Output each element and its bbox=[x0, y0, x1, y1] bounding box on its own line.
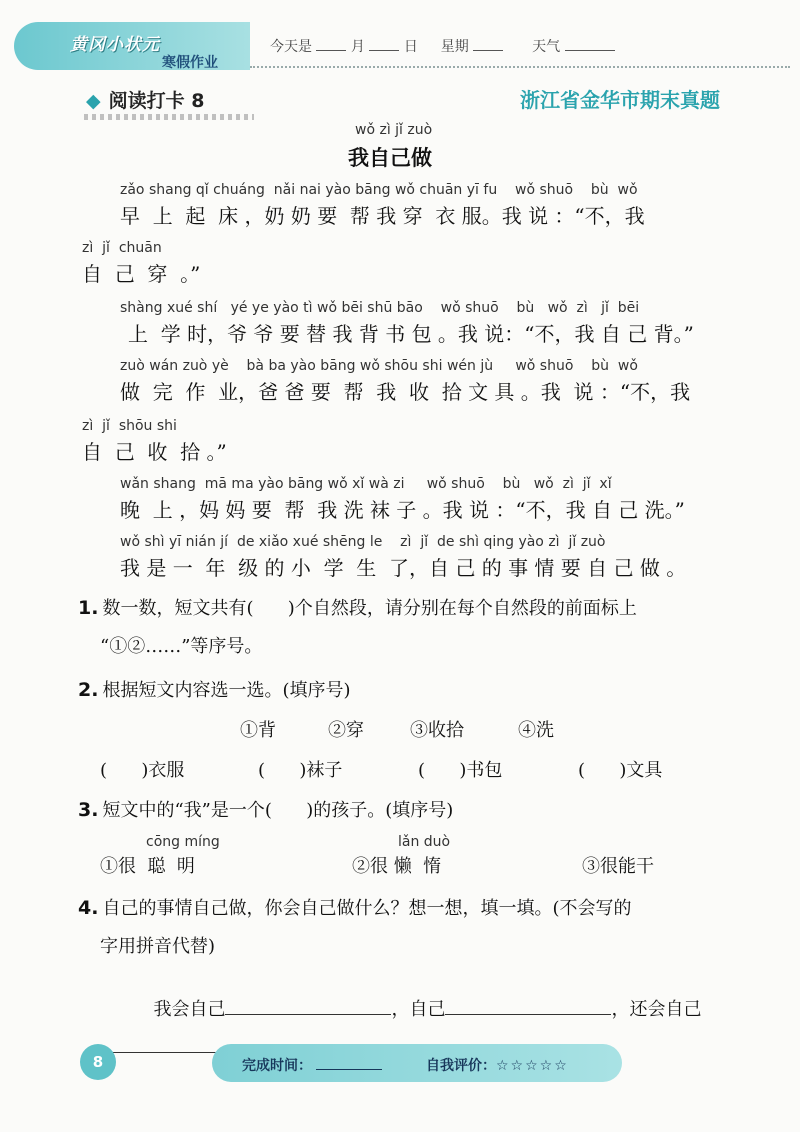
story-text-5: 自 己 收 拾 。” bbox=[82, 440, 227, 464]
section-title-text: 阅读打卡 8 bbox=[108, 90, 205, 112]
q3-pinyin-1: cōng míng bbox=[146, 834, 220, 850]
question-3-number: 3. bbox=[78, 799, 99, 821]
question-3-text: 短文中的“我”是一个( )的孩子。(填序号) bbox=[102, 800, 454, 821]
story-pinyin-2: zì jǐ chuān bbox=[82, 240, 162, 256]
q3-option-1: ①很 聪 明 bbox=[100, 856, 195, 877]
story-text-2: 自 己 穿 。” bbox=[82, 262, 201, 286]
self-evaluation bbox=[426, 1055, 569, 1075]
header-divider bbox=[250, 66, 790, 68]
q2-option-3: ③收拾 bbox=[410, 720, 464, 741]
story-pinyin-3: shàng xué shí yé ye yào tì wǒ bēi shū bāo wǒ shuō bù wǒ zì jǐ bēi bbox=[120, 300, 640, 316]
q2-option-2: ②穿 bbox=[328, 720, 364, 741]
weather-label: 天气 bbox=[532, 39, 561, 55]
month-label: 月 bbox=[350, 39, 365, 55]
footer-bar bbox=[212, 1044, 622, 1082]
question-1-text: 数一数，短文共有( )个自然段，请分别在每个自然段的前面标上 bbox=[102, 598, 637, 619]
question-2 bbox=[78, 676, 351, 702]
question-4-number: 4. bbox=[78, 897, 99, 919]
q2-blank-clothes[interactable]: ( )衣服 bbox=[100, 760, 185, 781]
q4-fill-label-2: ，自己 bbox=[391, 999, 446, 1020]
q3-option-3: ③很能干 bbox=[582, 856, 654, 877]
section-title bbox=[86, 86, 204, 113]
weather-blank[interactable] bbox=[565, 50, 615, 51]
question-2-text: 根据短文内容选一选。(填序号) bbox=[102, 680, 351, 701]
q4-fill-label-1: 我会自己 bbox=[153, 999, 226, 1020]
completion-time-label: 完成时间： bbox=[242, 1058, 312, 1074]
q4-answer-blank-2[interactable] bbox=[445, 1013, 611, 1015]
question-4-continued: 字用拼音代替) bbox=[100, 936, 216, 957]
question-4 bbox=[78, 894, 631, 920]
question-2-number: 2. bbox=[78, 679, 99, 701]
q2-blank-stationery[interactable]: ( )文具 bbox=[578, 760, 663, 781]
day-blank[interactable] bbox=[369, 50, 399, 51]
date-line bbox=[270, 36, 615, 56]
question-1-continued: “①②……”等序号。 bbox=[100, 636, 263, 657]
q3-option-2: ②很 懒 惰 bbox=[352, 856, 442, 877]
completion-time bbox=[242, 1055, 382, 1075]
weekday-blank[interactable] bbox=[473, 50, 503, 51]
question-4-text: 自己的事情自己做，你会自己做什么？想一想，填一填。(不会写的 bbox=[102, 898, 632, 919]
completion-time-blank[interactable] bbox=[316, 1069, 382, 1070]
page-number: 8 bbox=[80, 1044, 116, 1080]
question-3 bbox=[78, 796, 453, 822]
story-pinyin-5: zì jǐ shōu shi bbox=[82, 418, 177, 434]
question-1 bbox=[78, 594, 637, 620]
brand-logo-text: 黄冈小状元 bbox=[70, 35, 160, 55]
q2-option-1: ①背 bbox=[240, 720, 276, 741]
story-pinyin-7: wǒ shì yī nián jí de xiǎo xué shēng le zì jǐ de shì qing yào zì jǐ zuò bbox=[120, 534, 606, 550]
q2-blank-schoolbag[interactable]: ( )书包 bbox=[418, 760, 503, 781]
day-label: 日 bbox=[403, 39, 418, 55]
weekday-label: 星期 bbox=[440, 39, 469, 55]
brand-subtitle: 寒假作业 bbox=[162, 55, 218, 71]
story-text-7: 我 是 一 年 级 的 小 学 生 了，自 己 的 事 情 要 自 己 做 。 bbox=[120, 556, 687, 580]
q3-pinyin-2: lǎn duò bbox=[398, 834, 451, 850]
question-1-number: 1. bbox=[78, 597, 99, 619]
story-title: 我自己做 bbox=[348, 145, 432, 170]
q4-fill-label-3: ，还会自己 bbox=[611, 999, 702, 1020]
self-evaluation-label: 自我评价： bbox=[426, 1058, 496, 1074]
diamond-icon: ◆ bbox=[86, 90, 101, 112]
story-text-4: 做 完 作 业，爸 爸 要 帮 我 收 拾 文 具 。我 说 ：“不，我 bbox=[120, 380, 691, 404]
date-today-label: 今天是 bbox=[270, 39, 312, 55]
story-title-pinyin: wǒ zì jǐ zuò bbox=[355, 122, 433, 138]
story-text-3: 上 学 时，爷 爷 要 替 我 背 书 包 。我 说：“不，我 自 己 背。” bbox=[128, 322, 694, 346]
exam-source: 浙江省金华市期末真题 bbox=[520, 88, 720, 112]
story-text-1: 早 上 起 床 ，奶 奶 要 帮 我 穿 衣 服。我 说 ：“不，我 bbox=[120, 204, 645, 228]
rating-stars-icon[interactable]: ☆☆☆☆☆ bbox=[496, 1058, 569, 1074]
story-text-6: 晚 上 ，妈 妈 要 帮 我 洗 袜 子 。我 说 ：“不，我 自 己 洗。” bbox=[120, 498, 685, 522]
story-pinyin-6: wǎn shang mā ma yào bāng wǒ xǐ wà zi wǒ shuō bù wǒ zì jǐ xǐ bbox=[120, 476, 612, 492]
title-underline bbox=[84, 114, 254, 120]
story-pinyin-4: zuò wán zuò yè bà ba yào bāng wǒ shōu shi wén jù wǒ shuō bù wǒ bbox=[120, 358, 638, 374]
q2-blank-socks[interactable]: ( )袜子 bbox=[258, 760, 343, 781]
q2-option-4: ④洗 bbox=[518, 720, 554, 741]
story-pinyin-1: zǎo shang qǐ chuáng nǎi nai yào bāng wǒ chuān yī fu wǒ shuō bù wǒ bbox=[120, 182, 638, 198]
month-blank[interactable] bbox=[316, 50, 346, 51]
